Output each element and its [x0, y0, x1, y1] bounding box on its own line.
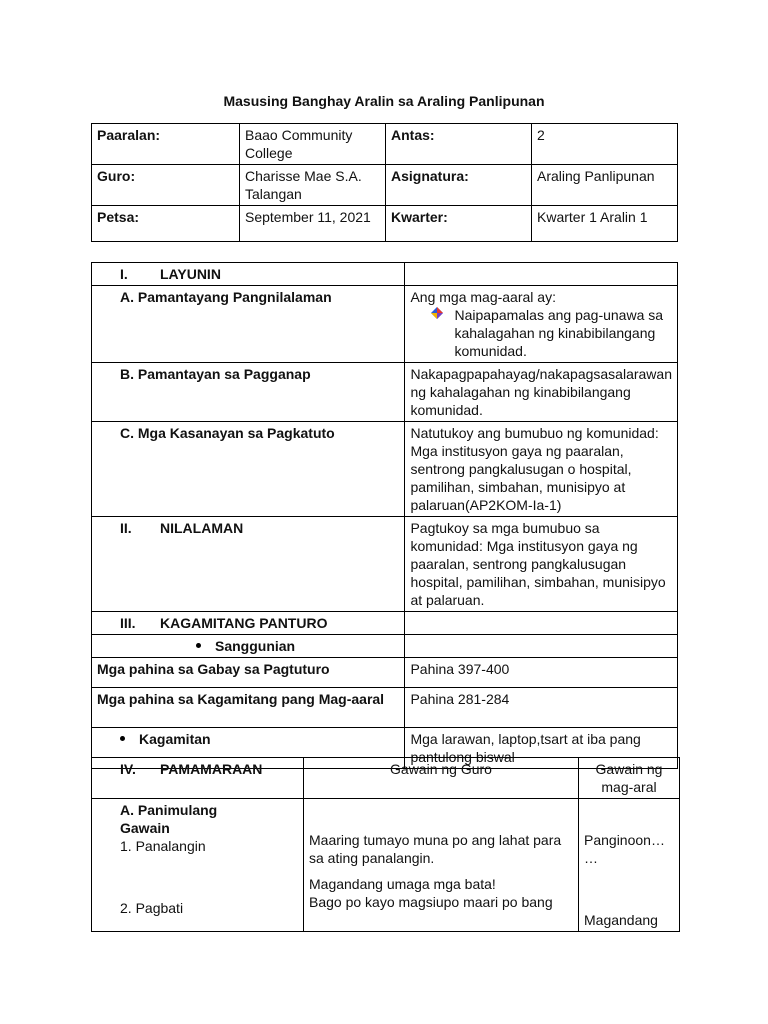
sanggunian-label: Sanggunian: [215, 638, 296, 654]
pamantayang-pangnilalaman-cell: [405, 286, 678, 363]
bullet-dot-icon: [196, 643, 201, 648]
nilalaman-label: NILALAMAN: [160, 520, 244, 536]
nilalaman-text: Pagtukoy sa mga bumubuo sa komunidad: Mga institusyon gaya ng paaralan, sentrong pangkalusugan hospital, pamilihan, simbahan, munisipyo at palaruan.: [405, 517, 678, 612]
guro-pagbati-text-2: Bago po kayo magsiupo maari po bang: [309, 894, 553, 910]
pamantayang-pangnilalaman-label: A. Pamantayang Pangnilalaman: [92, 286, 405, 363]
kwarter-value: Kwarter 1 Aralin 1: [532, 206, 678, 242]
petsa-value: September 11, 2021: [240, 206, 386, 242]
paaralan-label: Paaralan:: [92, 124, 240, 165]
kagamitang-num: III.: [120, 615, 136, 631]
panimulang-gawain-cell: [92, 799, 304, 932]
pamamaraan-label: PAMAMARAAN: [160, 761, 263, 777]
layunin-num: I.: [120, 266, 128, 282]
lesson-table: [91, 262, 678, 769]
asignatura-label: Asignatura:: [386, 165, 532, 206]
nilalaman-heading: [92, 517, 405, 612]
kagamitang-panturo-label: KAGAMITANG PANTURO: [160, 615, 328, 631]
kwarter-label: Kwarter:: [386, 206, 532, 242]
antas-label: Antas:: [386, 124, 532, 165]
pamantayan-sa-pagganap-text: Nakapagpapahayag/nakapagsasalarawan ng kahalagahan ng kinabibilangang komunidad.: [405, 363, 678, 422]
nilalaman-num: II.: [120, 520, 132, 536]
antas-value: 2: [532, 124, 678, 165]
gabay-value: Pahina 397-400: [405, 658, 678, 688]
sanggunian-heading: [92, 635, 405, 658]
gawain-ng-guro-header: Gawain ng Guro: [304, 758, 579, 799]
guro-panalangin-text: Maaring tumayo muna po ang lahat para sa ating panalangin.: [309, 832, 562, 866]
panimulang-gawain-label: A. Panimulang Gawain: [120, 802, 218, 836]
pamamaraan-heading: [92, 758, 304, 799]
info-table: [91, 123, 678, 242]
pamamaraan-num: IV.: [120, 761, 136, 777]
asignatura-value: Araling Panlipunan: [532, 165, 678, 206]
procedure-table: [91, 757, 680, 932]
petsa-label: Petsa:: [92, 206, 240, 242]
layunin-empty: [405, 263, 678, 286]
kagamitan-label: Kagamitan: [139, 731, 211, 747]
guro-pagbati-text: Magandang umaga mga bata!: [309, 876, 496, 892]
pagbati-item: 2. Pagbati: [120, 900, 184, 916]
gawain-ng-mag-aaral-header: Gawain ng mag-aral: [579, 758, 680, 799]
pamantayan-sa-pagganap-label: B. Pamantayan sa Pagganap: [92, 363, 405, 422]
a-intro: Ang mga mag-aaral ay:: [410, 289, 556, 305]
gabay-label: Mga pahina sa Gabay sa Pagtuturo: [92, 658, 405, 688]
gawain-mag-aaral-cell: [579, 799, 680, 932]
mag-aaral-pagbati-text: Magandang: [584, 912, 658, 928]
kagamitang-empty: [405, 612, 678, 635]
diamond-bullet-icon: [430, 306, 444, 320]
sanggunian-empty: [405, 635, 678, 658]
guro-label: Guro:: [92, 165, 240, 206]
page-title: Masusing Banghay Aralin sa Araling Panlipunan: [223, 93, 545, 109]
kasanayan-text: Natutukoy ang bumubuo ng komunidad: Mga institusyon gaya ng paaralan, sentrong pangkalusugan o hospital, pamilihan, simbahan, munisipyo at palaruan(AP2KOM-Ia-1): [405, 422, 678, 517]
layunin-label: LAYUNIN: [160, 266, 221, 282]
a-bullet-text: Naipapamalas ang pag-unawa sa kahalagahan ng kinabibilangang komunidad.: [454, 307, 664, 359]
panalangin-item: 1. Panalangin: [120, 838, 206, 854]
layunin-heading: [92, 263, 405, 286]
gawain-guro-cell: [304, 799, 579, 932]
kagamitang-panturo-heading: [92, 612, 405, 635]
paaralan-value: Baao Community College: [240, 124, 386, 165]
kasanayan-label: C. Mga Kasanayan sa Pagkatuto: [92, 422, 405, 517]
kagamitan-value: Mga larawan, laptop,tsart at iba pang pantulong biswal: [405, 728, 678, 769]
bullet-dot-icon: [120, 736, 125, 741]
guro-value: Charisse Mae S.A. Talangan: [240, 165, 386, 206]
mag-aaral-panalangin-text: Panginoon… …: [584, 832, 665, 866]
kagamitang-pang-mag-aaral-value: Pahina 281-284: [405, 688, 678, 728]
kagamitang-pang-mag-aaral-label: Mga pahina sa Kagamitang pang Mag-aaral: [92, 688, 405, 728]
